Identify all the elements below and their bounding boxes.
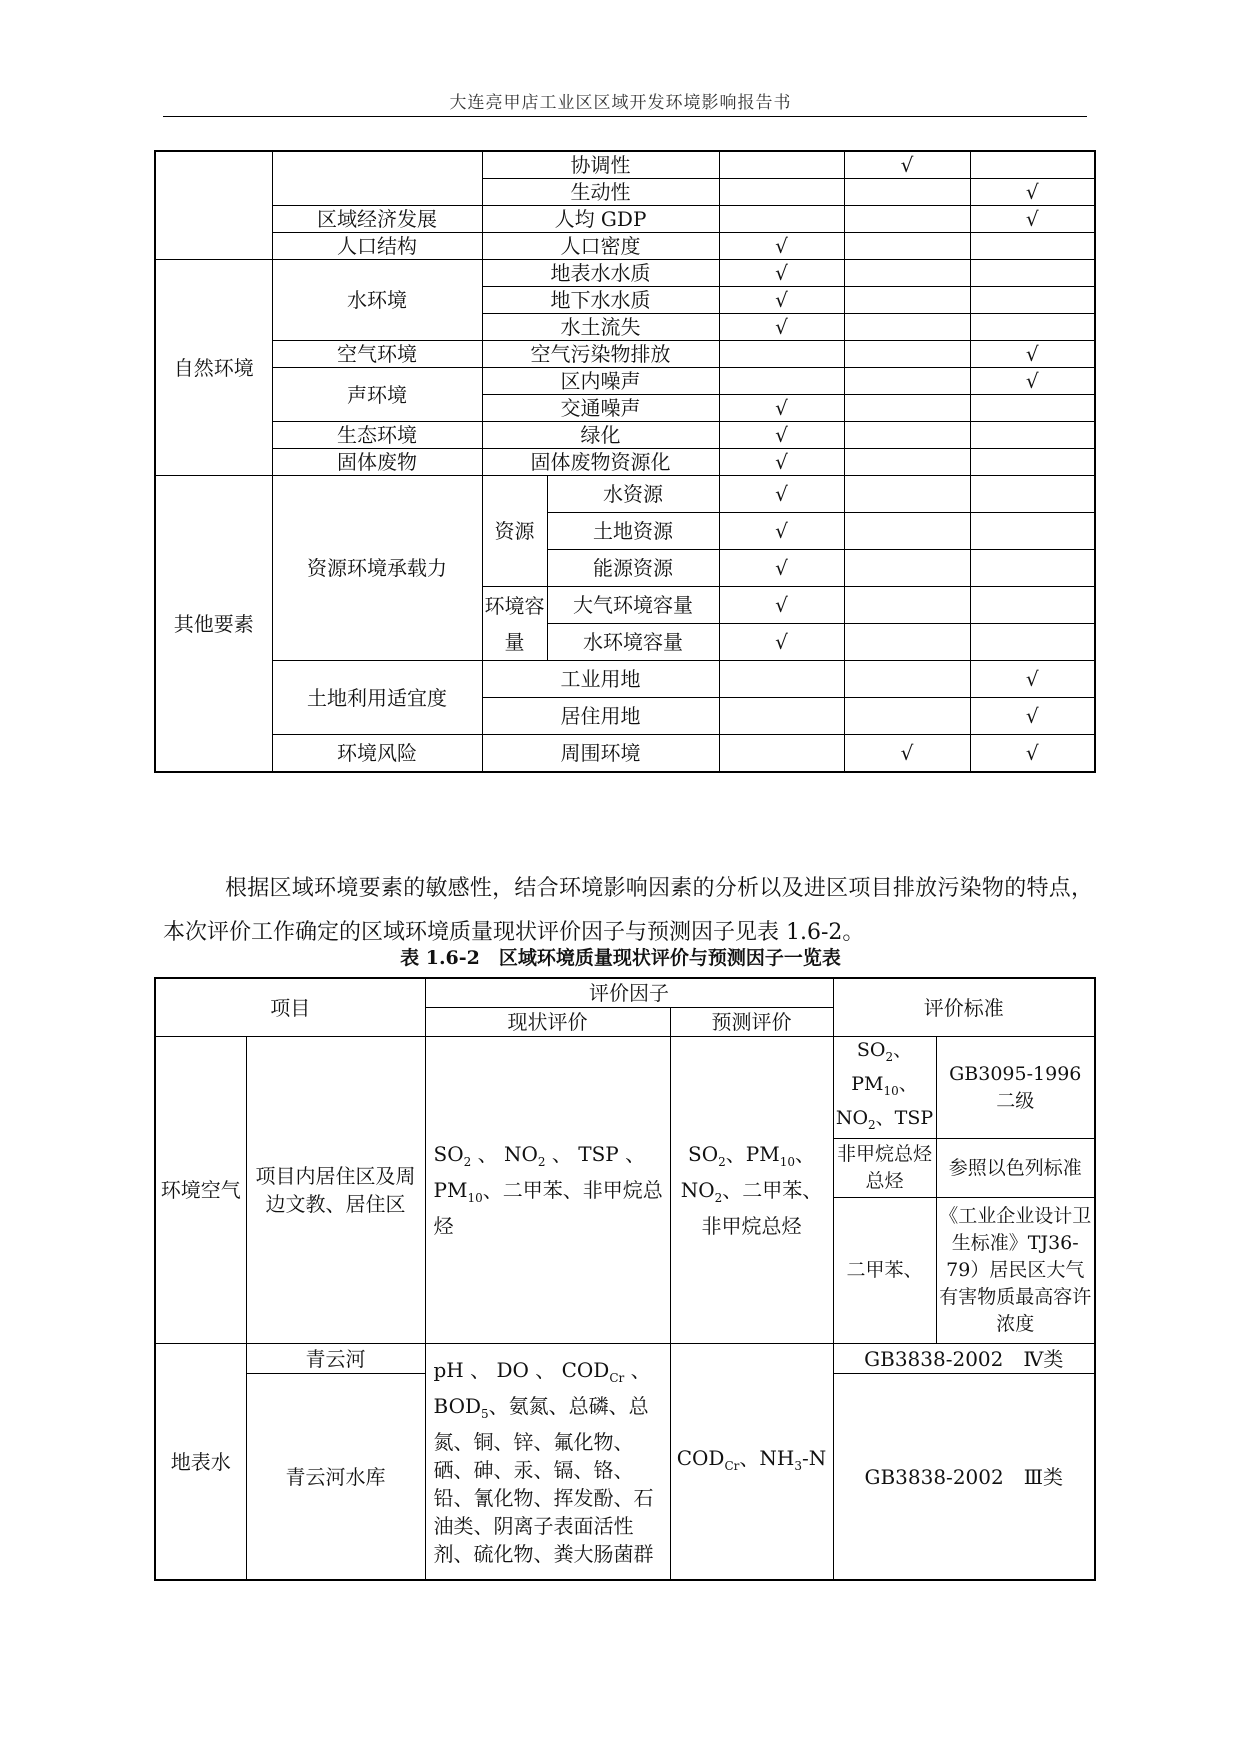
- check-cell: [844, 314, 970, 341]
- check-cell: √: [719, 260, 844, 287]
- category-cell: [155, 151, 272, 260]
- check-cell: [844, 476, 970, 513]
- check-cell: √: [970, 179, 1095, 206]
- check-cell: [970, 624, 1095, 661]
- table-row: [155, 661, 1095, 698]
- water-std2: GB3838-2002 Ⅲ类: [833, 1374, 1095, 1580]
- factor-table: [154, 977, 1096, 1581]
- check-cell: [844, 179, 970, 206]
- table-row: [155, 206, 1095, 233]
- check-cell: [844, 287, 970, 314]
- subcategory-cell: 资源环境承载力: [272, 476, 482, 661]
- air-std3-value: 《工业企业设计卫生标准》TJ36-79）居民区大气有害物质最高容许浓度: [936, 1198, 1095, 1344]
- check-cell: [844, 341, 970, 368]
- check-cell: √: [719, 422, 844, 449]
- subcategory-cell: 人口结构: [272, 233, 482, 260]
- check-cell: [844, 422, 970, 449]
- table-row: [155, 151, 1095, 179]
- subcategory-cell: 环境风险: [272, 735, 482, 773]
- table-row: [155, 260, 1095, 287]
- check-cell: [844, 698, 970, 735]
- water-forecast: $COD_{Cr}$、$NH_3-N$: [670, 1344, 833, 1580]
- air-sub: 项目内居住区及周边文教、居住区: [246, 1037, 425, 1344]
- page-header-title: 大连亮甲店工业区区域开发环境影响报告书: [449, 93, 792, 113]
- factor-cell: 地下水水质: [482, 287, 719, 314]
- check-cell: [970, 314, 1095, 341]
- subcategory-cell: 空气环境: [272, 341, 482, 368]
- air-std1-pollutants: $SO_2$、$PM_{10}$、$NO_2$、TSP: [833, 1037, 936, 1139]
- check-cell: [970, 151, 1095, 179]
- air-category: 环境空气: [155, 1037, 246, 1344]
- check-cell: √: [719, 233, 844, 260]
- check-cell: [970, 233, 1095, 260]
- factor-cell: 水资源: [547, 476, 719, 513]
- check-cell: [844, 513, 970, 550]
- check-cell: √: [970, 735, 1095, 773]
- evaluation-matrix-table: [154, 150, 1096, 773]
- factor-cell: 地表水水质: [482, 260, 719, 287]
- factor-cell: 空气污染物排放: [482, 341, 719, 368]
- check-cell: √: [970, 368, 1095, 395]
- factor-cell: 能源资源: [547, 550, 719, 587]
- table-row: [155, 368, 1095, 395]
- table-row: [155, 233, 1095, 260]
- check-cell: [844, 206, 970, 233]
- check-cell: √: [719, 287, 844, 314]
- subcategory-cell: 生态环境: [272, 422, 482, 449]
- water-current: pH 、 DO 、 $COD_{Cr}$ 、 $BOD_5$、氨氮、总磷、总氮、铜、锌、氟化物、硒、砷、汞、镉、铬、铅、氰化物、挥发酚、石油类、阴离子表面活性剂、硫化物、粪大肠菌群: [425, 1344, 670, 1580]
- subcategory-cell: 水环境: [272, 260, 482, 341]
- check-cell: [719, 206, 844, 233]
- subcategory-cell: 土地利用适宜度: [272, 661, 482, 735]
- check-cell: √: [719, 587, 844, 624]
- header-rule: [163, 116, 1087, 117]
- check-cell: [970, 395, 1095, 422]
- check-cell: [844, 550, 970, 587]
- water-category: 地表水: [155, 1344, 246, 1580]
- check-cell: [719, 151, 844, 179]
- head-factors: 评价因子: [425, 978, 833, 1008]
- category-cell: 自然环境: [155, 260, 272, 476]
- check-cell: √: [719, 550, 844, 587]
- water-std1: GB3838-2002 Ⅳ类: [833, 1344, 1095, 1374]
- table-row: [155, 735, 1095, 773]
- head-item: 项目: [155, 978, 425, 1037]
- check-cell: √: [719, 395, 844, 422]
- check-cell: [970, 260, 1095, 287]
- check-cell: √: [970, 698, 1095, 735]
- factor-cell: 水土流失: [482, 314, 719, 341]
- check-cell: [844, 233, 970, 260]
- table-row: [155, 341, 1095, 368]
- check-cell: [719, 179, 844, 206]
- check-cell: √: [844, 735, 970, 773]
- subcategory-cell: 固体废物: [272, 449, 482, 476]
- subcategory-cell: 区域经济发展: [272, 206, 482, 233]
- body-paragraph: 根据区域环境要素的敏感性，结合环境影响因素的分析以及进区项目排放污染物的特点，本次评价工作确定的区域环境质量现状评价因子与预测因子见表 1.6-2。: [163, 876, 1093, 945]
- check-cell: √: [719, 314, 844, 341]
- subcategory-cell: [272, 151, 482, 206]
- category-cell: 其他要素: [155, 476, 272, 773]
- check-cell: [719, 698, 844, 735]
- factor-cell: 大气环境容量: [547, 587, 719, 624]
- check-cell: [970, 422, 1095, 449]
- check-cell: √: [970, 341, 1095, 368]
- check-cell: [719, 368, 844, 395]
- table-row: [155, 422, 1095, 449]
- check-cell: [970, 287, 1095, 314]
- air-forecast: $SO_2$、$PM_{10}$、$NO_2$、二甲苯、非甲烷总烃: [670, 1037, 833, 1344]
- factor-cell: 工业用地: [482, 661, 719, 698]
- head-current: 现状评价: [425, 1008, 670, 1037]
- group-cell: 资源: [482, 476, 547, 587]
- check-cell: [970, 513, 1095, 550]
- check-cell: √: [970, 661, 1095, 698]
- table-row: [155, 476, 1095, 513]
- check-cell: [719, 341, 844, 368]
- factor-cell: 交通噪声: [482, 395, 719, 422]
- check-cell: [844, 661, 970, 698]
- factor-cell: 生动性: [482, 179, 719, 206]
- air-std1-value: GB3095-1996 二级: [936, 1037, 1095, 1139]
- check-cell: [719, 661, 844, 698]
- check-cell: [970, 449, 1095, 476]
- check-cell: [970, 587, 1095, 624]
- head-standard: 评价标准: [833, 978, 1095, 1037]
- table-caption: 表 1.6-2 区域环境质量现状评价与预测因子一览表: [400, 947, 841, 969]
- air-current: $SO_2$ 、 $NO_2$ 、 TSP 、 $PM_{10}$、二甲苯、非甲烷总烃: [425, 1037, 670, 1344]
- factor-cell: 人口密度: [482, 233, 719, 260]
- factor-cell: 协调性: [482, 151, 719, 179]
- subcategory-cell: 声环境: [272, 368, 482, 422]
- check-cell: [844, 587, 970, 624]
- check-cell: [719, 735, 844, 773]
- factor-cell: 居住用地: [482, 698, 719, 735]
- check-cell: √: [719, 449, 844, 476]
- factor-cell: 水环境容量: [547, 624, 719, 661]
- check-cell: √: [719, 476, 844, 513]
- factor-cell: 区内噪声: [482, 368, 719, 395]
- check-cell: [844, 624, 970, 661]
- group-cell: 环境容量: [482, 587, 547, 661]
- check-cell: [844, 260, 970, 287]
- air-std2-pollutants: 非甲烷总烃总烃: [833, 1139, 936, 1198]
- factor-cell: 绿化: [482, 422, 719, 449]
- water-sub2: 青云河水库: [246, 1374, 425, 1580]
- table-row: [155, 449, 1095, 476]
- air-std3-pollutants: 二甲苯、: [833, 1198, 936, 1344]
- factor-cell: 人均 GDP: [482, 206, 719, 233]
- check-cell: √: [719, 624, 844, 661]
- factor-cell: 固体废物资源化: [482, 449, 719, 476]
- check-cell: √: [719, 513, 844, 550]
- air-std2-value: 参照以色列标准: [936, 1139, 1095, 1198]
- water-sub1: 青云河: [246, 1344, 425, 1374]
- check-cell: [970, 476, 1095, 513]
- head-forecast: 预测评价: [670, 1008, 833, 1037]
- check-cell: √: [970, 206, 1095, 233]
- check-cell: [844, 449, 970, 476]
- check-cell: [844, 368, 970, 395]
- check-cell: [970, 550, 1095, 587]
- check-cell: √: [844, 151, 970, 179]
- factor-cell: 周围环境: [482, 735, 719, 773]
- factor-cell: 土地资源: [547, 513, 719, 550]
- check-cell: [844, 395, 970, 422]
